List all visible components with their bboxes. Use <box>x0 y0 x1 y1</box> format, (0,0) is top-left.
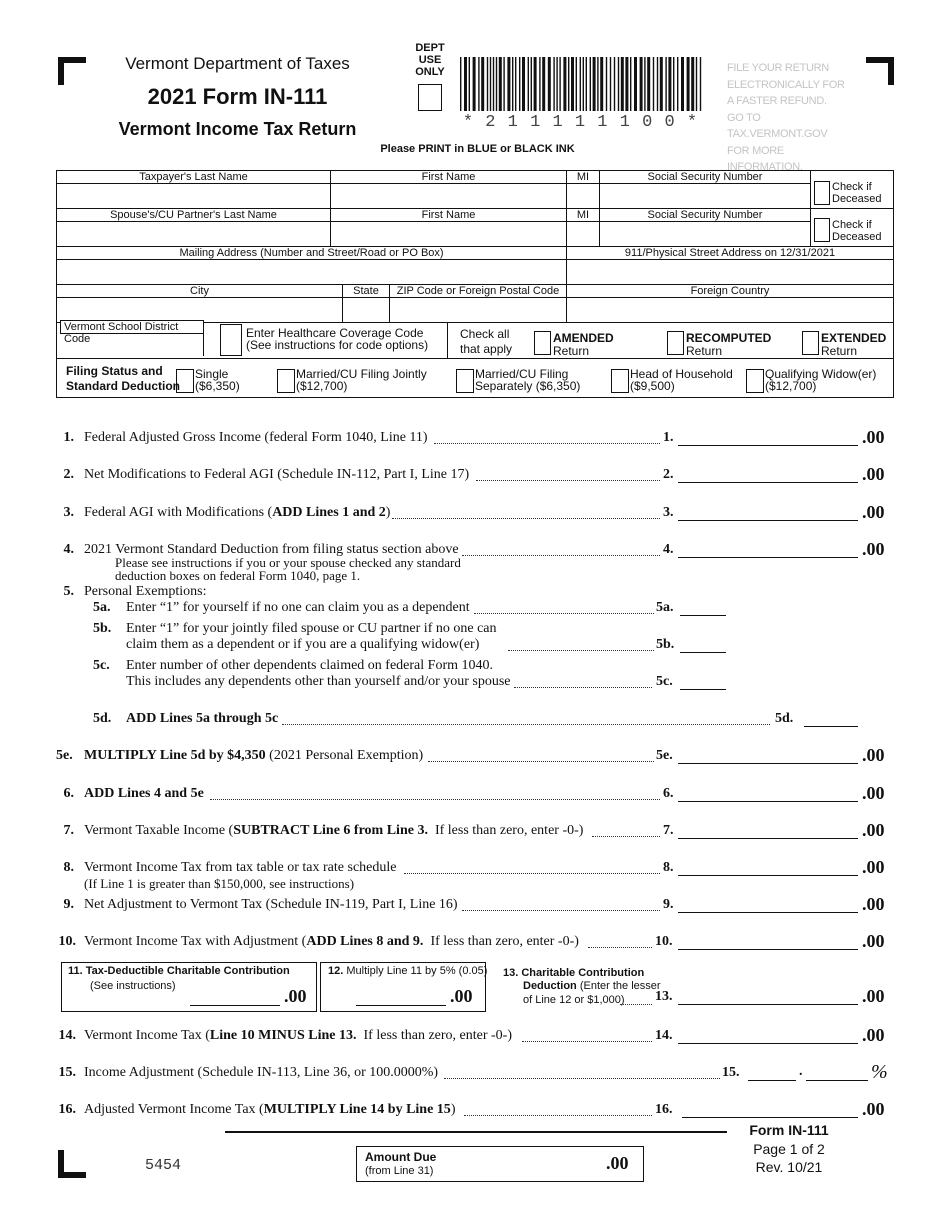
ssn-label: Social Security Number <box>647 171 763 183</box>
line-5b-input[interactable] <box>680 638 726 653</box>
line-16-input[interactable] <box>682 1103 858 1118</box>
line-13-title-3: of Line 12 or $1,000) <box>523 994 625 1006</box>
form-title: 2021 Form IN-111 <box>147 84 328 109</box>
mailing-address-label: Mailing Address (Number and Street/Road or PO Box) <box>179 247 444 259</box>
leader <box>476 480 660 481</box>
line-15-input-decimal[interactable] <box>806 1066 868 1081</box>
barcode-number: * 2 1 1 1 1 1 1 0 0 * <box>462 113 699 132</box>
city-label: City <box>190 285 209 297</box>
line-16-number: 16. <box>58 1102 76 1117</box>
efile-notice: FILE YOUR RETURN ELECTRONICALLY FOR A FASTER REFUND. GO TO TAX.VERMONT.GOV FOR MORE INFORMATION. <box>727 62 845 173</box>
line-10-ref: 10. <box>655 934 673 949</box>
line-14-text-c: If less than zero, enter -0-) <box>356 1028 512 1043</box>
line-11-note: (See instructions) <box>90 980 176 992</box>
line-5c-text-1: Enter number of other dependents claimed on federal Form 1040. <box>126 658 493 673</box>
line-5c-number: 5c. <box>93 658 110 673</box>
line-9-cents: .00 <box>862 894 885 914</box>
line-10-text-b: ADD Lines 8 and 9. <box>306 934 424 949</box>
line-5e-text-b: (2021 Personal Exemption) <box>265 748 424 763</box>
line-13-title-2a: Deduction <box>523 980 577 992</box>
filing-widow-label: Qualifying Widow(er) <box>765 367 877 381</box>
spouse-ssn-label: Social Security Number <box>647 209 763 221</box>
line-9-input[interactable] <box>678 898 858 913</box>
filing-joint-amount: ($12,700) <box>296 379 348 393</box>
filing-single-amount: ($6,350) <box>195 379 240 393</box>
line-1-cents: .00 <box>862 427 885 447</box>
line-15-number: 15. <box>58 1065 76 1080</box>
line-9-ref: 9. <box>663 897 674 912</box>
line-16-text <box>84 1102 455 1118</box>
state-label: State <box>353 285 379 297</box>
leader <box>404 873 660 874</box>
spouse-first-name-label: First Name <box>421 209 476 221</box>
line-1-ref: 1. <box>663 430 674 445</box>
line-4-input[interactable] <box>678 543 858 558</box>
line-1-number: 1. <box>63 430 74 445</box>
leader <box>444 1078 720 1079</box>
line-6-cents: .00 <box>862 783 885 803</box>
line-5a-text: Enter “1” for yourself if no one can claim you as a dependent <box>126 600 470 615</box>
line-10-text <box>84 934 579 950</box>
filing-separate-label: Married/CU Filing <box>475 367 569 381</box>
line-5e-text-a: MULTIPLY Line 5d by $4,350 <box>84 748 266 763</box>
line-4-ref: 4. <box>663 542 674 557</box>
line-1-text: Federal Adjusted Gross Income (federal Form 1040, Line 11) <box>84 430 428 445</box>
line-5-number: 5. <box>63 584 74 599</box>
department-name: Vermont Department of Taxes <box>125 54 350 73</box>
print-instruction: Please PRINT in BLUE or BLACK INK <box>380 143 575 155</box>
line-16-cents: .00 <box>862 1099 885 1119</box>
leader <box>474 613 654 614</box>
line-15-percent: % <box>871 1061 888 1083</box>
dept-use-label: DEPT USE ONLY <box>415 42 445 78</box>
recomputed-label: RECOMPUTED <box>686 331 772 345</box>
spouse-last-name-label: Spouse's/CU Partner's Last Name <box>110 209 277 221</box>
line-5e-ref: 5e. <box>656 748 673 763</box>
leader <box>282 724 770 725</box>
line-12-title-text: Multiply Line 11 by 5% (0.05) <box>346 965 488 977</box>
line-16-text-b: MULTIPLY Line 14 by Line 15 <box>263 1102 451 1117</box>
leader <box>210 799 660 800</box>
line-5c-ref: 5c. <box>656 674 673 689</box>
line-8-ref: 8. <box>663 860 674 875</box>
line-6-number: 6. <box>63 786 74 801</box>
line-5a-input[interactable] <box>680 601 726 616</box>
line-2-ref: 2. <box>663 467 674 482</box>
line-3-text <box>84 505 390 521</box>
leader <box>522 1041 652 1042</box>
line-5b-ref: 5b. <box>656 637 675 652</box>
line-10-input[interactable] <box>678 935 858 950</box>
line-2-number: 2. <box>63 467 74 482</box>
line-6-ref: 6. <box>663 786 674 801</box>
line-7-text-c: If less than zero, enter -0-) <box>427 823 584 838</box>
line-13-title-text-1: Charitable Contribution <box>521 967 645 979</box>
line-15-text: Income Adjustment (Schedule IN-113, Line 36, or 100.0000%) <box>84 1065 439 1080</box>
leader <box>508 650 654 651</box>
line-12-input[interactable] <box>356 991 446 1006</box>
line-11-input[interactable] <box>190 991 280 1006</box>
line-5e-input[interactable] <box>678 749 858 764</box>
form-subtitle: Vermont Income Tax Return <box>118 119 357 139</box>
line-7-ref: 7. <box>663 823 674 838</box>
line-5d-input[interactable] <box>804 712 858 727</box>
line-14-text <box>84 1028 512 1044</box>
filing-joint-label: Married/CU Filing Jointly <box>296 367 427 381</box>
line-4-number: 4. <box>63 542 74 557</box>
line-14-cents: .00 <box>862 1025 885 1045</box>
line-10-text-c: If less than zero, enter -0-) <box>423 934 579 949</box>
line-11-title <box>68 965 290 977</box>
leader <box>620 1004 652 1005</box>
line-4-note-2: deduction boxes on federal Form 1040, page 1. <box>115 568 361 583</box>
line-13-number: 13. <box>503 967 519 979</box>
line-3-text-a: Federal AGI with Modifications ( <box>84 505 273 520</box>
extended-label: EXTENDED <box>821 331 887 345</box>
extended-return-label: Return <box>821 344 858 358</box>
recomputed-return-label: Return <box>686 344 723 358</box>
line-14-ref: 14. <box>655 1028 673 1043</box>
leader <box>462 910 660 911</box>
line-15-dot: . <box>799 1064 803 1079</box>
line-9-number: 9. <box>63 897 74 912</box>
line-13-cents: .00 <box>862 986 885 1006</box>
line-5b-text-2: claim them as a dependent or if you are a qualifying widow(er) <box>126 637 480 652</box>
line-16-text-a: Adjusted Vermont Income Tax ( <box>84 1102 264 1117</box>
filing-head-amount: ($9,500) <box>630 379 675 393</box>
line-5b-text-1: Enter “1” for your jointly filed spouse or CU partner if no one can <box>126 621 497 636</box>
line-7-text-b: SUBTRACT Line 6 from Line 3. <box>233 823 428 838</box>
physical-address-label: 911/Physical Street Address on 12/31/2021 <box>624 247 836 259</box>
line-12-cents: .00 <box>450 986 473 1006</box>
leader <box>464 1115 652 1116</box>
line-4-cents: .00 <box>862 539 885 559</box>
line-7-cents: .00 <box>862 820 885 840</box>
line-5c-input[interactable] <box>680 675 726 690</box>
line-3-text-b: ADD Lines 1 and 2 <box>272 505 386 520</box>
leader <box>462 555 660 556</box>
line-13-title-2b: (Enter the lesser <box>576 980 661 992</box>
line-3-cents: .00 <box>862 502 885 522</box>
spouse-deceased-label: Check if Deceased <box>832 219 882 243</box>
line-13-title-2 <box>523 980 661 992</box>
line-7-text-a: Vermont Taxable Income ( <box>84 823 234 838</box>
line-4-note-1: Please see instructions if you or your spouse checked any standard <box>115 555 461 570</box>
line-9-text: Net Adjustment to Vermont Tax (Schedule IN-119, Part I, Line 16) <box>84 897 458 912</box>
footer-rev: Rev. 10/21 <box>755 1159 823 1175</box>
country-label: Foreign Country <box>690 285 770 297</box>
leader <box>428 761 654 762</box>
line-2-cents: .00 <box>862 464 885 484</box>
line-13-ref: 13. <box>655 989 673 1004</box>
amount-due-label: Amount Due <box>365 1150 437 1164</box>
line-12-number: 12. <box>328 965 344 977</box>
line-7-text <box>84 823 583 839</box>
line-5c-text-2: This includes any dependents other than yourself and/or your spouse <box>126 674 511 689</box>
line-5d-number: 5d. <box>93 711 112 726</box>
amount-due-sublabel: (from Line 31) <box>365 1165 434 1177</box>
footer-page: Page 1 of 2 <box>753 1141 825 1157</box>
amount-due-cents: .00 <box>606 1153 629 1173</box>
line-10-text-a: Vermont Income Tax with Adjustment ( <box>84 934 307 949</box>
line-13-input[interactable] <box>678 990 858 1005</box>
line-1-input[interactable] <box>678 431 858 446</box>
line-8-input[interactable] <box>678 861 858 876</box>
filing-status-label-1: Filing Status and <box>66 364 163 378</box>
line-3-text-c: ) <box>385 505 391 520</box>
filing-separate-amount: Separately ($6,350) <box>475 379 581 393</box>
line-3-input[interactable] <box>678 506 858 521</box>
line-5e-cents: .00 <box>862 745 885 765</box>
line-15-input-whole[interactable] <box>748 1066 796 1081</box>
leader <box>592 836 660 837</box>
line-5d-text: ADD Lines 5a through 5c <box>126 711 279 726</box>
mi-label: MI <box>576 171 590 183</box>
leader <box>514 687 652 688</box>
healthcare-code-label-1: Enter Healthcare Coverage Code <box>246 326 424 340</box>
line-8-text: Vermont Income Tax from tax table or tax rate schedule <box>84 860 397 875</box>
line-5a-ref: 5a. <box>656 600 674 615</box>
school-district-label: Vermont School District Code <box>60 320 204 334</box>
line-15-ref: 15. <box>722 1065 740 1080</box>
line-10-cents: .00 <box>862 931 885 951</box>
spouse-mi-label: MI <box>576 209 590 221</box>
line-5d-ref: 5d. <box>775 711 794 726</box>
line-5b-number: 5b. <box>93 621 112 636</box>
line-16-ref: 16. <box>655 1102 673 1117</box>
line-8-note: (If Line 1 is greater than $150,000, see instructions) <box>84 876 355 891</box>
line-5e-number: 5e. <box>56 748 73 763</box>
line-11-title-text: Tax-Deductible Charitable Contribution <box>85 965 290 977</box>
line-5a-number: 5a. <box>93 600 111 615</box>
filing-widow-amount: ($12,700) <box>765 379 817 393</box>
leader <box>434 443 660 444</box>
healthcare-code-label-2: (See instructions for code options) <box>246 338 429 352</box>
amended-label: AMENDED <box>553 331 614 345</box>
footer-rule <box>225 1131 727 1133</box>
leader <box>392 518 660 519</box>
line-5e-text <box>84 748 423 764</box>
line-11-cents: .00 <box>284 986 307 1006</box>
zip-label: ZIP Code or Foreign Postal Code <box>396 285 560 297</box>
check-all-label-1: Check all <box>460 327 510 341</box>
line-6-input[interactable] <box>678 787 858 802</box>
line-7-input[interactable] <box>678 824 858 839</box>
line-8-number: 8. <box>63 860 74 875</box>
line-7-number: 7. <box>63 823 74 838</box>
line-14-text-b: Line 10 MINUS Line 13. <box>209 1028 357 1043</box>
line-5-text: Personal Exemptions: <box>84 584 207 599</box>
filing-head-label: Head of Household <box>630 367 733 381</box>
line-14-text-a: Vermont Income Tax ( <box>84 1028 210 1043</box>
check-all-label-2: that apply <box>460 342 513 356</box>
line-10-number: 10. <box>58 934 76 949</box>
filing-single-label: Single <box>195 367 229 381</box>
deceased-label: Check if Deceased <box>832 181 882 205</box>
line-3-ref: 3. <box>663 505 674 520</box>
line-12-title <box>328 965 487 977</box>
line-14-input[interactable] <box>678 1029 858 1044</box>
leader <box>588 947 652 948</box>
first-name-label: First Name <box>421 171 476 183</box>
line-2-input[interactable] <box>678 468 858 483</box>
line-4-text: 2021 Vermont Standard Deduction from filing status section above <box>84 542 459 557</box>
line-2-text: Net Modifications to Federal AGI (Schedule IN-112, Part I, Line 17) <box>84 467 470 482</box>
taxpayer-last-name-label: Taxpayer's Last Name <box>139 171 248 183</box>
line-11-number: 11. <box>68 965 83 977</box>
amended-return-label: Return <box>553 344 590 358</box>
line-3-number: 3. <box>63 505 74 520</box>
footer-code: 5454 <box>145 1157 182 1174</box>
filing-status-label-2: Standard Deduction <box>66 379 181 393</box>
line-16-text-c: ) <box>450 1102 456 1117</box>
line-8-cents: .00 <box>862 857 885 877</box>
line-14-number: 14. <box>58 1028 76 1043</box>
line-13-title-1 <box>503 967 644 979</box>
line-6-text: ADD Lines 4 and 5e <box>84 786 204 801</box>
footer-form-id: Form IN-111 <box>749 1122 829 1138</box>
